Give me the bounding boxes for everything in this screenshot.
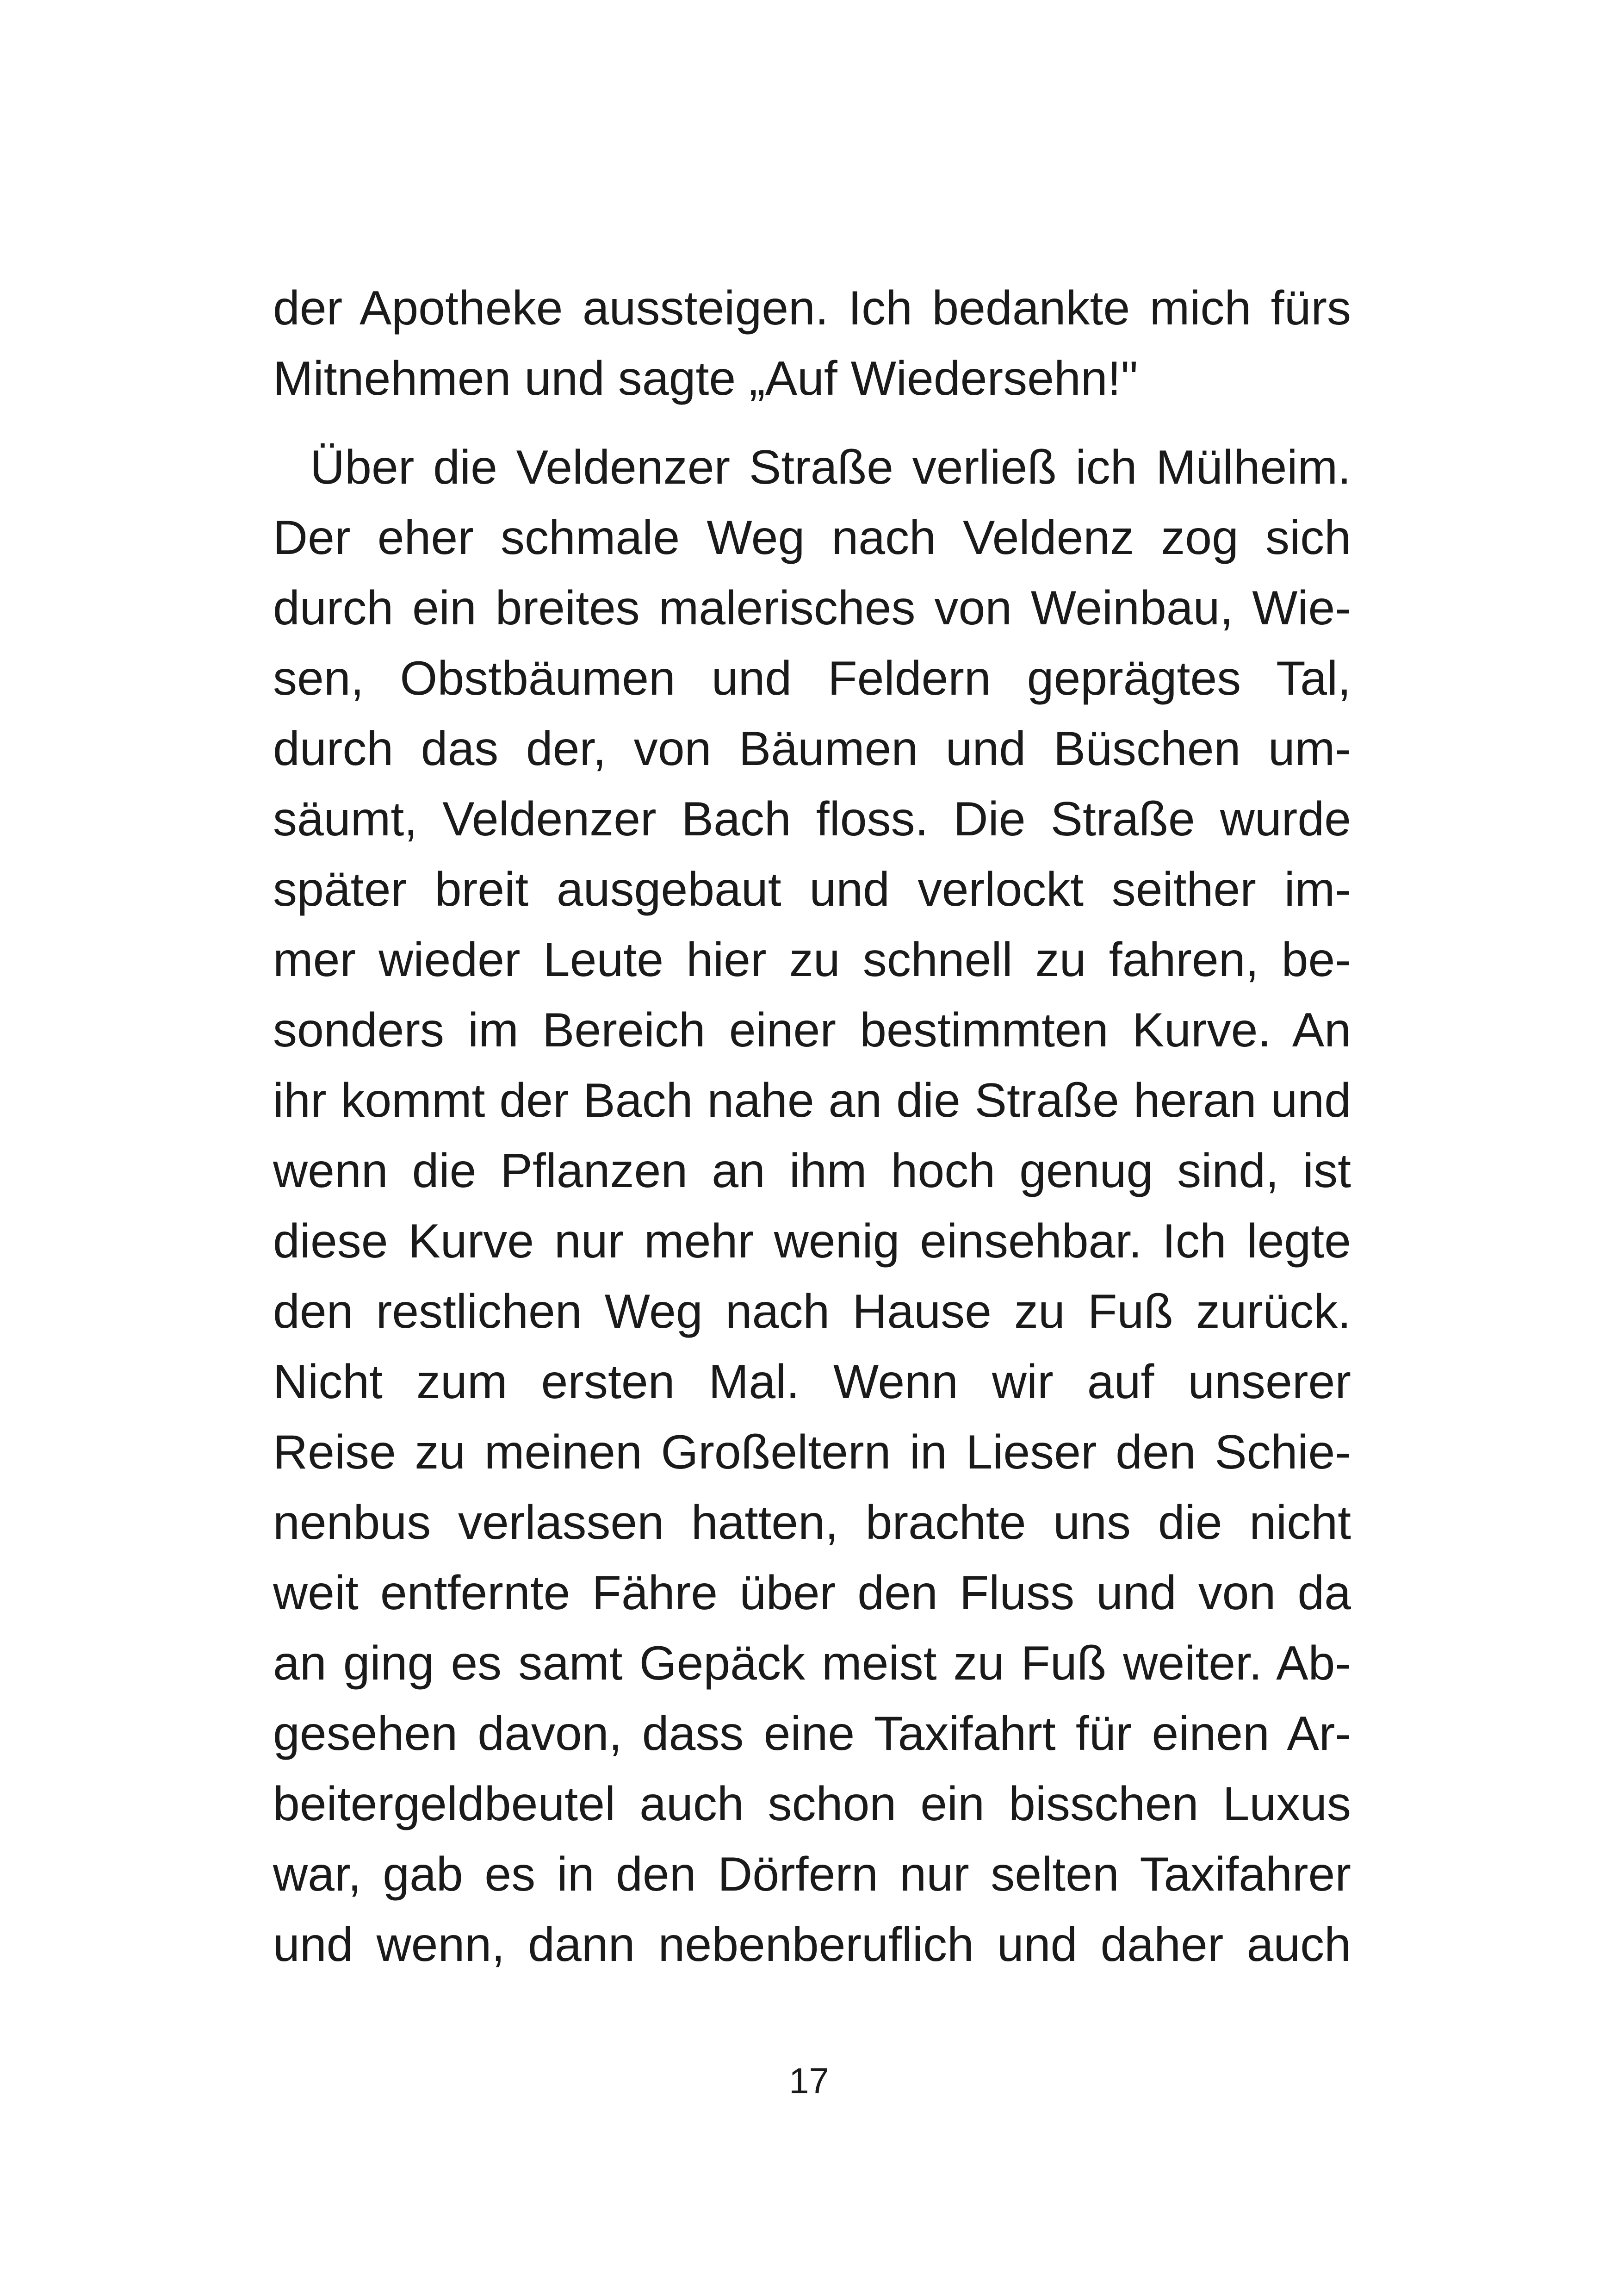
text-line: den restlichen Weg nach Hause zu Fuß zurück. bbox=[273, 1285, 1351, 1338]
text-line: Der eher schmale Weg nach Veldenz zog sich bbox=[273, 511, 1351, 565]
paragraph-1 bbox=[273, 273, 1351, 414]
text-line: säumt, Veldenzer Bach floss. Die Straße wurde bbox=[273, 792, 1351, 846]
text-line: beitergeldbeutel auch schon ein bisschen Luxus bbox=[273, 1777, 1351, 1831]
text-line: sen, Obstbäumen und Feldern geprägtes Tal, bbox=[273, 652, 1351, 705]
text-line: durch das der, von Bäumen und Büschen um- bbox=[273, 722, 1351, 776]
text-line: gesehen davon, dass eine Taxifahrt für einen Ar- bbox=[273, 1707, 1351, 1761]
text-line: weit entfernte Fähre über den Fluss und von da bbox=[273, 1566, 1351, 1620]
text-line: Reise zu meinen Großeltern in Lieser den Schie- bbox=[273, 1425, 1351, 1479]
page-number: 17 bbox=[789, 2060, 829, 2101]
body-text bbox=[273, 273, 1351, 1980]
text-line: durch ein breites malerisches von Weinbau, Wie- bbox=[273, 581, 1351, 635]
text-line: der Apotheke aussteigen. Ich bedankte mich fürs bbox=[273, 281, 1351, 335]
text-line: Über die Veldenzer Straße verließ ich Mülheim. bbox=[310, 441, 1351, 494]
text-line: und wenn, dann nebenberuflich und daher auch bbox=[273, 1918, 1351, 1972]
text-line: sonders im Bereich einer bestimmten Kurve. An bbox=[273, 1003, 1351, 1057]
paragraph-spacer bbox=[273, 414, 1351, 432]
text-line: mer wieder Leute hier zu schnell zu fahren, be- bbox=[273, 933, 1351, 987]
text-line: war, gab es in den Dörfern nur selten Taxifahrer bbox=[273, 1848, 1351, 1901]
text-line: Nicht zum ersten Mal. Wenn wir auf unserer bbox=[273, 1355, 1351, 1409]
text-line: diese Kurve nur mehr wenig einsehbar. Ich legte bbox=[273, 1214, 1351, 1268]
text-line: nenbus verlassen hatten, brachte uns die nicht bbox=[273, 1496, 1351, 1549]
paragraph-2 bbox=[273, 432, 1351, 1980]
text-line: wenn die Pflanzen an ihm hoch genug sind, ist bbox=[273, 1144, 1351, 1198]
text-line: Mitnehmen und sagte „Auf Wiedersehn!" bbox=[273, 352, 1138, 405]
text-line: an ging es samt Gepäck meist zu Fuß weiter. Ab- bbox=[273, 1636, 1351, 1690]
text-line: später breit ausgebaut und verlockt seither im- bbox=[273, 863, 1351, 916]
text-line: ihr kommt der Bach nahe an die Straße heran und bbox=[273, 1074, 1351, 1127]
